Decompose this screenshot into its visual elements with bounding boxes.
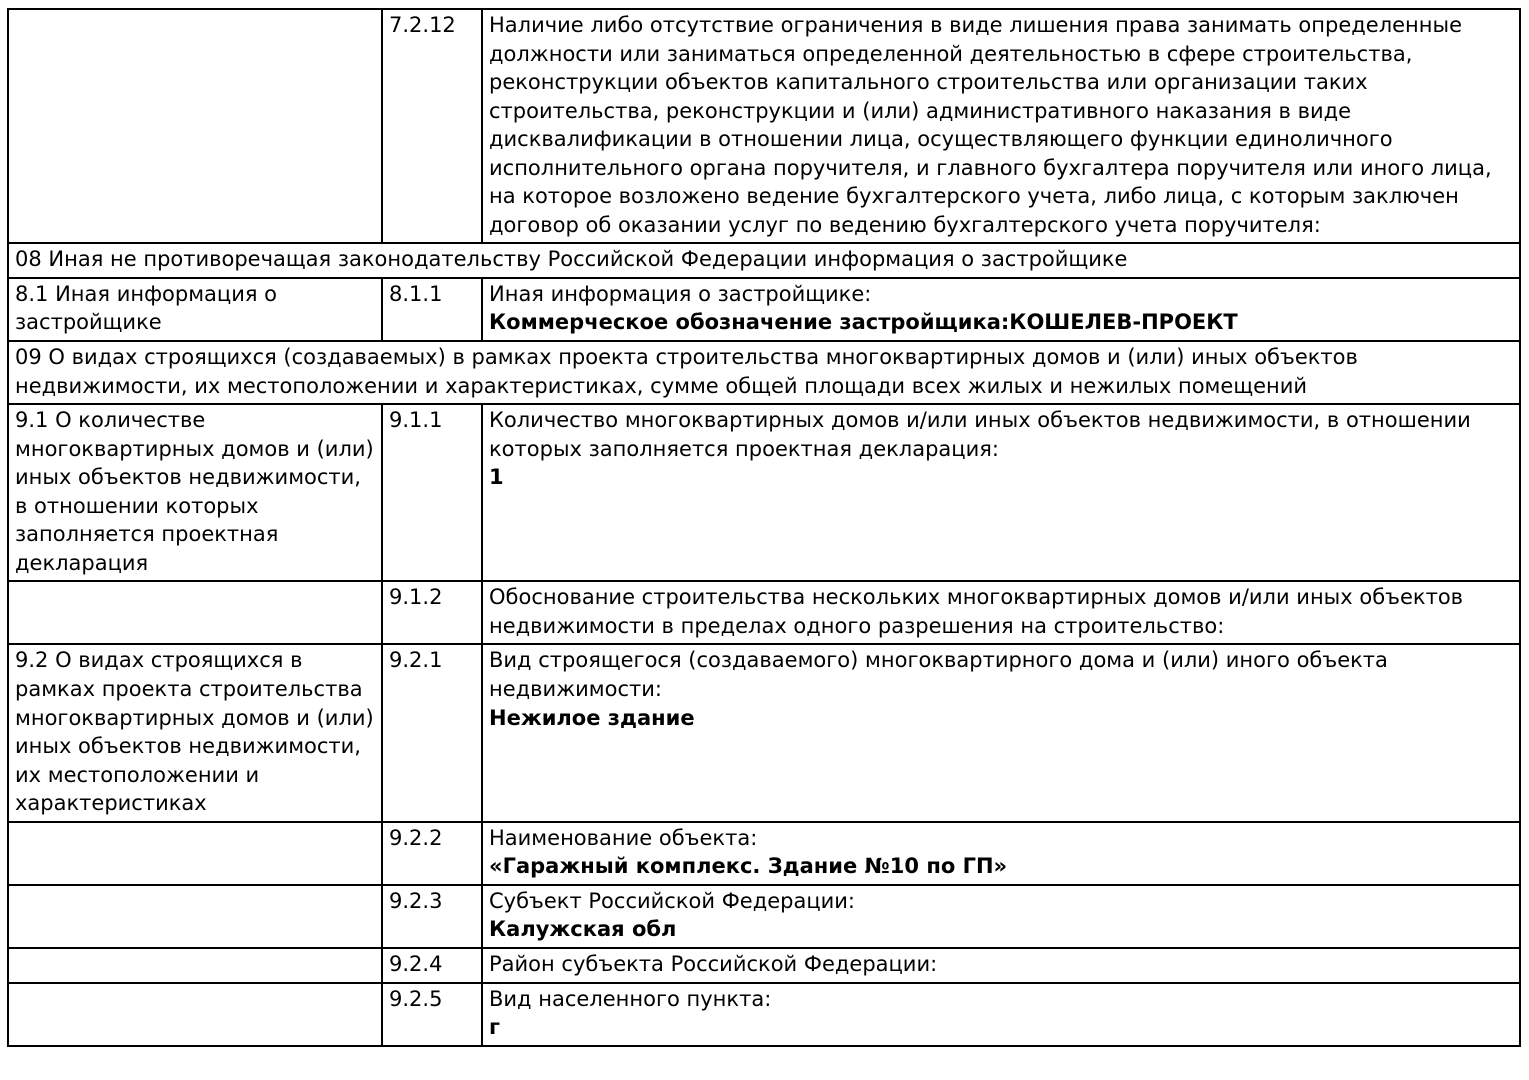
content-cell bbox=[482, 581, 1520, 644]
field-label: Иная информация о застройщике: bbox=[489, 281, 872, 306]
content-cell bbox=[482, 948, 1520, 983]
section-title: 08 Иная не противоречащая законодательству Российской Федерации информация о застройщике bbox=[8, 243, 1520, 278]
content-cell bbox=[482, 885, 1520, 948]
content-cell bbox=[482, 9, 1520, 243]
item-number-cell: 9.1.1 bbox=[382, 404, 482, 581]
field-value: «Гаражный комплекс. Здание №10 по ГП» bbox=[489, 854, 1008, 879]
field-label: Вид населенного пункта: bbox=[489, 986, 772, 1011]
field-value: г bbox=[489, 1015, 500, 1040]
item-number-cell: 9.2.4 bbox=[382, 948, 482, 983]
section-row bbox=[8, 243, 1520, 278]
content-cell bbox=[482, 404, 1520, 581]
category-cell bbox=[8, 983, 382, 1046]
category-cell: 9.2 О видах строящихся в рамках проекта строительства многоквартирных домов и (или) иных объектов недвижимости, их местоположении и характеристиках bbox=[8, 644, 382, 821]
table-row bbox=[8, 9, 1520, 243]
category-cell: 9.1 О количестве многоквартирных домов и (или) иных объектов недвижимости, в отношении которых заполняется проектная декларация bbox=[8, 404, 382, 581]
section-title: 09 О видах строящихся (создаваемых) в рамках проекта строительства многоквартирных домов и (или) иных объектов недвижимости, их местоположении и характеристиках, сумме общей площади всех жилых и нежилых помещений bbox=[8, 341, 1520, 404]
field-label: Обоснование строительства нескольких многоквартирных домов и/или иных объектов недвижимости в пределах одного разрешения на строительство: bbox=[489, 585, 1464, 638]
table-row bbox=[8, 278, 1520, 341]
table-row bbox=[8, 581, 1520, 644]
field-label: Субъект Российской Федерации: bbox=[489, 888, 855, 913]
item-number-cell: 9.2.1 bbox=[382, 644, 482, 821]
content-cell bbox=[482, 644, 1520, 821]
declaration-table bbox=[7, 8, 1521, 1047]
content-cell bbox=[482, 278, 1520, 341]
field-value: 1 bbox=[489, 465, 504, 490]
category-cell bbox=[8, 822, 382, 885]
field-label: Район субъекта Российской Федерации: bbox=[489, 951, 938, 976]
field-label: Количество многоквартирных домов и/или иных объектов недвижимости, в отношении которых заполняется проектная декларация: bbox=[489, 408, 1471, 461]
content-cell bbox=[482, 822, 1520, 885]
table-row bbox=[8, 983, 1520, 1046]
category-cell bbox=[8, 9, 382, 243]
field-value: Нежилое здание bbox=[489, 705, 695, 730]
field-label: Вид строящегося (создаваемого) многоквартирного дома и (или) иного объекта недвижимости: bbox=[489, 648, 1388, 702]
table-row bbox=[8, 822, 1520, 885]
content-cell bbox=[482, 983, 1520, 1046]
item-number-cell: 7.2.12 bbox=[382, 9, 482, 243]
item-number-cell: 8.1.1 bbox=[382, 278, 482, 341]
section-row bbox=[8, 341, 1520, 404]
table-row bbox=[8, 644, 1520, 821]
category-cell bbox=[8, 885, 382, 948]
field-label: Наличие либо отсутствие ограничения в виде лишения права занимать определенные должности или заниматься определенной деятельностью в сфере строительства, реконструкции объектов капитального строительства или организации таких строительства, реконструкции и (или) административного наказания в виде дисквалификации в отношении лица, осуществляющего функции единоличного исполнительного органа поручителя, и главного бухгалтера поручителя или иного лица, на которое возложено ведение бухгалтерского учета, либо лица, с которым заключен договор об оказании услуг по ведению бухгалтерского учета поручителя: bbox=[489, 13, 1492, 237]
table-row bbox=[8, 885, 1520, 948]
item-number-cell: 9.2.2 bbox=[382, 822, 482, 885]
item-number-cell: 9.2.5 bbox=[382, 983, 482, 1046]
table-row bbox=[8, 404, 1520, 581]
category-cell bbox=[8, 948, 382, 983]
item-number-cell: 9.1.2 bbox=[382, 581, 482, 644]
item-number-cell: 9.2.3 bbox=[382, 885, 482, 948]
field-label: Наименование объекта: bbox=[489, 825, 758, 850]
table-row bbox=[8, 948, 1520, 983]
field-value: Коммерческое обозначение застройщика:КОШЕЛЕВ-ПРОЕКТ bbox=[489, 310, 1238, 335]
category-cell bbox=[8, 581, 382, 644]
category-cell: 8.1 Иная информация о застройщике bbox=[8, 278, 382, 341]
field-value: Калужская обл bbox=[489, 917, 677, 942]
